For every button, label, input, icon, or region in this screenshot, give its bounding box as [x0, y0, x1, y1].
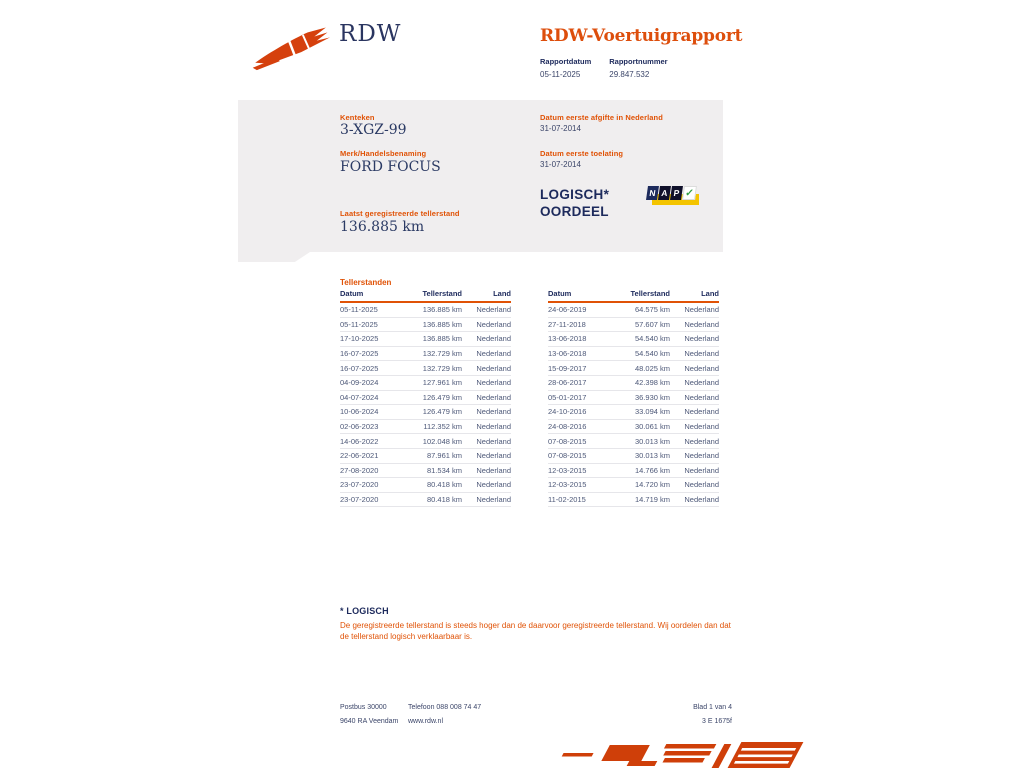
table-row — [340, 493, 511, 508]
table-cell: Nederland — [476, 363, 511, 373]
merk-value: FORD FOCUS — [340, 159, 441, 175]
tellerstand-value: 136.885 km — [340, 219, 425, 235]
table-cell: 17-10-2025 — [340, 334, 379, 344]
table-cell: Nederland — [684, 349, 719, 359]
table-row — [340, 434, 511, 449]
rdw-logo-text: RDW — [339, 21, 402, 47]
nap-letter-n: N — [646, 186, 659, 200]
table-cell: 04-09-2024 — [340, 378, 379, 388]
table-cell: 24-10-2016 — [548, 407, 587, 417]
footer-page-number: Blad 1 van 4 — [693, 704, 732, 711]
table-cell: 05-11-2025 — [340, 319, 378, 329]
table-cell: 126.479 km — [422, 407, 462, 417]
table-cell: 07-08-2015 — [548, 436, 587, 446]
kenteken-value: 3-XGZ-99 — [340, 122, 407, 138]
table-row — [548, 332, 719, 347]
table-cell: Nederland — [476, 465, 511, 475]
column-header-tellerstand: Tellerstand — [630, 289, 670, 298]
table-cell: Nederland — [684, 319, 719, 329]
document-title: RDW-Voertuigrapport — [540, 26, 743, 46]
table-row — [340, 318, 511, 333]
table-cell: Nederland — [684, 451, 719, 461]
tellerstand-label: Laatst geregistreerde tellerstand — [340, 209, 460, 218]
footer-page-info — [620, 701, 732, 729]
table-row — [340, 420, 511, 435]
table-cell: 16-07-2025 — [340, 363, 379, 373]
table-row — [340, 391, 511, 406]
table-row — [548, 493, 719, 508]
report-meta — [540, 57, 668, 79]
table-row — [548, 420, 719, 435]
table-cell: 132.729 km — [422, 349, 462, 359]
report-date-group — [540, 57, 591, 79]
table-cell: Nederland — [684, 422, 719, 432]
mileage-table-right — [548, 289, 719, 507]
table-cell: Nederland — [684, 480, 719, 490]
table-row — [548, 303, 719, 318]
table-body — [548, 303, 719, 507]
table-row — [340, 449, 511, 464]
table-cell: Nederland — [476, 319, 511, 329]
nap-letter-p: P — [670, 186, 683, 200]
table-cell: 13-06-2018 — [548, 349, 587, 359]
footer-address-line2: 9640 RA Veendam — [340, 718, 399, 725]
table-cell: Nederland — [684, 436, 719, 446]
table-cell: 126.479 km — [422, 392, 462, 402]
table-header-row — [548, 289, 719, 303]
table-cell: 04-07-2024 — [340, 392, 379, 402]
table-cell: Nederland — [476, 407, 511, 417]
table-row — [548, 376, 719, 391]
table-cell: 15-09-2017 — [548, 363, 587, 373]
table-cell: 16-07-2025 — [340, 349, 379, 359]
footer-website: www.rdw.nl — [408, 718, 444, 725]
report-number-label: Rapportnummer — [609, 57, 668, 66]
column-header-tellerstand: Tellerstand — [422, 289, 462, 298]
table-cell: Nederland — [684, 392, 719, 402]
table-cell: 28-06-2017 — [548, 378, 587, 388]
footnote-title: * LOGISCH — [340, 606, 389, 616]
table-cell: Nederland — [476, 451, 511, 461]
column-header-land: Land — [493, 289, 511, 298]
oordeel-line1: LOGISCH* — [540, 187, 610, 202]
table-cell: 112.352 km — [423, 422, 462, 432]
table-cell: 22-06-2021 — [340, 451, 379, 461]
table-cell: Nederland — [684, 407, 719, 417]
table-row — [548, 434, 719, 449]
table-cell: Nederland — [476, 378, 511, 388]
column-header-datum: Datum — [340, 289, 364, 298]
table-cell: 64.575 km — [634, 305, 670, 315]
tellerstanden-title: Tellerstanden — [340, 278, 392, 287]
footer-contact — [408, 701, 481, 729]
oordeel-line2: OORDEEL — [540, 204, 609, 219]
table-cell: 14.719 km — [634, 495, 670, 505]
table-row — [548, 464, 719, 479]
table-row — [548, 478, 719, 493]
footer-form-code: 3 E 1675f — [702, 718, 732, 725]
table-row — [340, 376, 511, 391]
mileage-table-left — [340, 289, 511, 507]
vehicle-info-panel-tab — [238, 252, 310, 262]
table-cell: 30.061 km — [634, 422, 670, 432]
footer-phone: Telefoon 088 008 74 47 — [408, 704, 482, 711]
table-cell: 24-08-2016 — [548, 422, 587, 432]
table-cell: 54.540 km — [634, 334, 670, 344]
nap-logo — [647, 186, 701, 209]
table-cell: 05-01-2017 — [548, 392, 587, 402]
column-header-land: Land — [701, 289, 719, 298]
table-cell: 36.930 km — [634, 392, 670, 402]
table-cell: Nederland — [684, 495, 719, 505]
table-cell: 27-08-2020 — [340, 465, 379, 475]
table-cell: 33.094 km — [634, 407, 670, 417]
table-cell: Nederland — [476, 392, 511, 402]
footer-address — [340, 701, 398, 729]
afgifte-value: 31-07-2014 — [540, 124, 581, 133]
table-row — [340, 478, 511, 493]
table-cell: Nederland — [684, 378, 719, 388]
table-row — [340, 405, 511, 420]
merk-label: Merk/Handelsbenaming — [340, 149, 427, 158]
report-date-value: 05-11-2025 — [540, 70, 581, 79]
nap-check-icon: ✓ — [682, 186, 697, 200]
table-row — [340, 332, 511, 347]
table-cell: 80.418 km — [426, 480, 462, 490]
report-number-group — [609, 57, 667, 79]
column-header-datum: Datum — [548, 289, 572, 298]
afgifte-label: Datum eerste afgifte in Nederland — [540, 113, 663, 122]
table-cell: 14-06-2022 — [340, 436, 379, 446]
table-cell: 13-06-2018 — [548, 334, 587, 344]
table-header-row — [340, 289, 511, 303]
table-row — [548, 318, 719, 333]
table-cell: Nederland — [476, 305, 511, 315]
table-cell: 14.720 km — [634, 480, 670, 490]
footer-address-line1: Postbus 30000 — [340, 704, 387, 711]
table-cell: 127.961 km — [422, 378, 462, 388]
table-cell: 132.729 km — [422, 363, 462, 373]
toelating-label: Datum eerste toelating — [540, 149, 624, 158]
table-cell: Nederland — [684, 465, 719, 475]
table-cell: Nederland — [476, 495, 511, 505]
table-cell: Nederland — [476, 349, 511, 359]
table-cell: 12-03-2015 — [548, 480, 587, 490]
table-cell: 23-07-2020 — [340, 495, 379, 505]
speed-stripes-graphic — [543, 739, 805, 768]
report-number-value: 29.847.532 — [609, 70, 650, 79]
table-row — [340, 361, 511, 376]
table-cell: Nederland — [476, 436, 511, 446]
table-row — [340, 347, 511, 362]
table-cell: Nederland — [476, 480, 511, 490]
table-cell: 23-07-2020 — [340, 480, 379, 490]
toelating-value: 31-07-2014 — [540, 160, 581, 169]
table-cell: Nederland — [684, 305, 719, 315]
kenteken-label: Kenteken — [340, 113, 375, 122]
table-cell: Nederland — [476, 334, 511, 344]
table-cell: 12-03-2015 — [548, 465, 587, 475]
table-cell: 54.540 km — [634, 349, 670, 359]
table-row — [548, 361, 719, 376]
table-cell: 57.607 km — [634, 319, 670, 329]
table-body — [340, 303, 511, 507]
footnote-text: De geregistreerde tellerstand is steeds hoger dan de daarvoor geregistreerde tellerstand. Wij oordelen dan dat de tellerstand logisch verklaarbaar is. — [340, 621, 731, 641]
table-cell: 136.885 km — [422, 334, 462, 344]
table-row — [548, 347, 719, 362]
table-cell: 102.048 km — [422, 436, 462, 446]
table-cell: 02-06-2023 — [340, 422, 379, 432]
report-date-label: Rapportdatum — [540, 57, 592, 66]
table-row — [548, 449, 719, 464]
table-cell: 136.885 km — [422, 305, 462, 315]
nap-letter-a: A — [658, 186, 671, 200]
vehicle-info-panel — [238, 100, 723, 252]
table-cell: 30.013 km — [634, 451, 670, 461]
table-cell: Nederland — [684, 363, 719, 373]
table-cell: 80.418 km — [426, 495, 462, 505]
table-cell: 30.013 km — [634, 436, 670, 446]
table-cell: 05-11-2025 — [340, 305, 378, 315]
table-row — [340, 303, 511, 318]
rdw-wing-logo-icon — [250, 25, 336, 71]
table-cell: 24-06-2019 — [548, 305, 587, 315]
table-cell: 48.025 km — [634, 363, 670, 373]
table-cell: 11-02-2015 — [548, 495, 586, 505]
table-row — [548, 391, 719, 406]
table-cell: 136.885 km — [422, 319, 462, 329]
table-cell: Nederland — [684, 334, 719, 344]
nap-letter-boxes — [646, 186, 697, 200]
table-cell: 42.398 km — [634, 378, 670, 388]
table-cell: 07-08-2015 — [548, 451, 587, 461]
table-cell: 10-06-2024 — [340, 407, 379, 417]
table-row — [548, 405, 719, 420]
table-row — [340, 464, 511, 479]
table-cell: 14.766 km — [634, 465, 670, 475]
oordeel-verdict — [540, 186, 609, 220]
table-cell: 87.961 km — [426, 451, 462, 461]
table-cell: Nederland — [476, 422, 511, 432]
table-cell: 81.534 km — [426, 465, 462, 475]
table-cell: 27-11-2018 — [548, 319, 586, 329]
